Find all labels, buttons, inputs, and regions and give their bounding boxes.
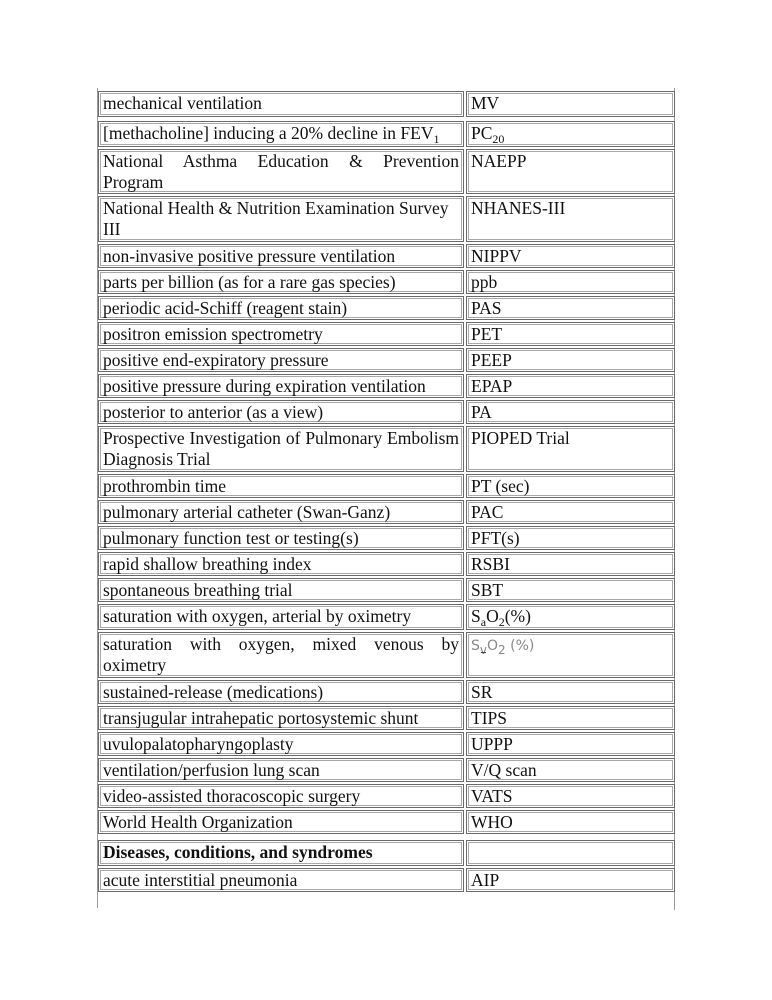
symbol-s: S bbox=[471, 606, 481, 626]
term-cell: National Asthma Education & Prevention Program bbox=[98, 149, 464, 194]
term-cell: acute interstitial pneumonia bbox=[98, 868, 464, 892]
abbreviation-cell: VATS bbox=[466, 784, 675, 808]
symbol-o: O bbox=[486, 606, 499, 626]
abbreviation-cell: PAC bbox=[466, 500, 675, 524]
term-cell: transjugular intrahepatic portosystemic shunt bbox=[98, 706, 464, 730]
unit-text: (%) bbox=[505, 638, 535, 654]
abbreviation-cell: RSBI bbox=[466, 552, 675, 576]
subscript: 2 bbox=[498, 615, 505, 629]
term-cell: uvulopalatopharyngoplasty bbox=[98, 732, 464, 756]
unit-text: (%) bbox=[504, 606, 531, 626]
term-cell: positron emission spectrometry bbox=[98, 322, 464, 346]
table-row bbox=[96, 526, 676, 550]
term-cell: positive pressure during expiration ventilation bbox=[98, 374, 464, 398]
abbreviation-cell: NAEPP bbox=[466, 149, 675, 194]
term-cell: World Health Organization bbox=[98, 810, 464, 834]
table-row bbox=[96, 196, 676, 242]
term-cell: ventilation/perfusion lung scan bbox=[98, 758, 464, 782]
abbreviation-cell: SBT bbox=[466, 578, 675, 602]
abbreviation-cell bbox=[466, 121, 675, 147]
table-row bbox=[96, 500, 676, 524]
abbreviation-cell: WHO bbox=[466, 810, 675, 834]
table-row bbox=[96, 552, 676, 576]
table-row bbox=[96, 632, 676, 678]
abbreviation-cell: PEEP bbox=[466, 348, 675, 372]
abbreviation-cell: PFT(s) bbox=[466, 526, 675, 550]
term-cell: rapid shallow breathing index bbox=[98, 552, 464, 576]
abbreviation-cell: NIPPV bbox=[466, 244, 675, 268]
term-cell: Prospective Investigation of Pulmonary Embolism Diagnosis Trial bbox=[98, 426, 464, 472]
abbreviations-table bbox=[96, 88, 676, 894]
abbreviation-cell: ppb bbox=[466, 270, 675, 294]
table-row bbox=[96, 426, 676, 472]
abbreviation-cell bbox=[466, 632, 675, 678]
term-cell: non-invasive positive pressure ventilation bbox=[98, 244, 464, 268]
subscript: a bbox=[480, 615, 487, 629]
table-row bbox=[96, 732, 676, 756]
table-row bbox=[96, 121, 676, 147]
table-row bbox=[96, 474, 676, 498]
abbreviation-cell: NHANES-III bbox=[466, 196, 675, 242]
term-cell: parts per billion (as for a rare gas species) bbox=[98, 270, 464, 294]
abbreviation-cell: PT (sec) bbox=[466, 474, 675, 498]
table-row bbox=[96, 296, 676, 320]
abbreviation-cell: UPPP bbox=[466, 732, 675, 756]
term-cell bbox=[98, 121, 464, 147]
table-row bbox=[96, 758, 676, 782]
abbreviation-cell bbox=[466, 604, 675, 630]
term-cell: sustained-release (medications) bbox=[98, 680, 464, 704]
term-cell: posterior to anterior (as a view) bbox=[98, 400, 464, 424]
abbreviation-cell: MV bbox=[466, 91, 675, 117]
abbreviation-cell: EPAP bbox=[466, 374, 675, 398]
abbreviation-cell: TIPS bbox=[466, 706, 675, 730]
abbreviation-cell: PET bbox=[466, 322, 675, 346]
term-cell: spontaneous breathing trial bbox=[98, 578, 464, 602]
abbreviation-text: PC bbox=[471, 123, 493, 143]
table-row bbox=[96, 604, 676, 630]
abbreviation-cell: V/Q scan bbox=[466, 758, 675, 782]
subscript: 1 bbox=[433, 132, 440, 146]
symbol-s: S bbox=[471, 638, 480, 654]
term-cell: prothrombin time bbox=[98, 474, 464, 498]
table-row bbox=[96, 784, 676, 808]
abbreviation-cell: PAS bbox=[466, 296, 675, 320]
abbreviation-cell: AIP bbox=[466, 868, 675, 892]
term-cell: saturation with oxygen, arterial by oximetry bbox=[98, 604, 464, 630]
abbreviation-cell: PA bbox=[466, 400, 675, 424]
table-row bbox=[96, 706, 676, 730]
section-header-row bbox=[96, 840, 676, 866]
symbol-o: O bbox=[487, 638, 499, 654]
abbreviation-cell: PIOPED Trial bbox=[466, 426, 675, 472]
table-row bbox=[96, 810, 676, 834]
term-cell: periodic acid-Schiff (reagent stain) bbox=[98, 296, 464, 320]
abbreviation-cell bbox=[466, 840, 675, 866]
subscript: 2 bbox=[498, 643, 506, 657]
term-cell: video-assisted thoracoscopic surgery bbox=[98, 784, 464, 808]
term-cell: pulmonary arterial catheter (Swan-Ganz) bbox=[98, 500, 464, 524]
table-row bbox=[96, 680, 676, 704]
subscript: 20 bbox=[492, 132, 505, 146]
table-row bbox=[96, 868, 676, 892]
term-cell: mechanical ventilation bbox=[98, 91, 464, 117]
table-row bbox=[96, 374, 676, 398]
table-row bbox=[96, 348, 676, 372]
term-cell: positive end-expiratory pressure bbox=[98, 348, 464, 372]
abbreviation-cell: SR bbox=[466, 680, 675, 704]
table-row bbox=[96, 149, 676, 194]
term-cell: National Health & Nutrition Examination Survey III bbox=[98, 196, 464, 242]
svo2-image-text: $S_vO_2$ (%) bbox=[471, 638, 535, 657]
table-row bbox=[96, 91, 676, 117]
term-cell: pulmonary function test or testing(s) bbox=[98, 526, 464, 550]
table-row bbox=[96, 322, 676, 346]
term-text: [methacholine] inducing a 20% decline in FEV bbox=[103, 123, 434, 143]
term-cell: saturation with oxygen, mixed venous by oximetry bbox=[98, 632, 464, 678]
table-row bbox=[96, 270, 676, 294]
table-row bbox=[96, 244, 676, 268]
table-row bbox=[96, 400, 676, 424]
table-row bbox=[96, 578, 676, 602]
section-heading: Diseases, conditions, and syndromes bbox=[98, 840, 464, 866]
